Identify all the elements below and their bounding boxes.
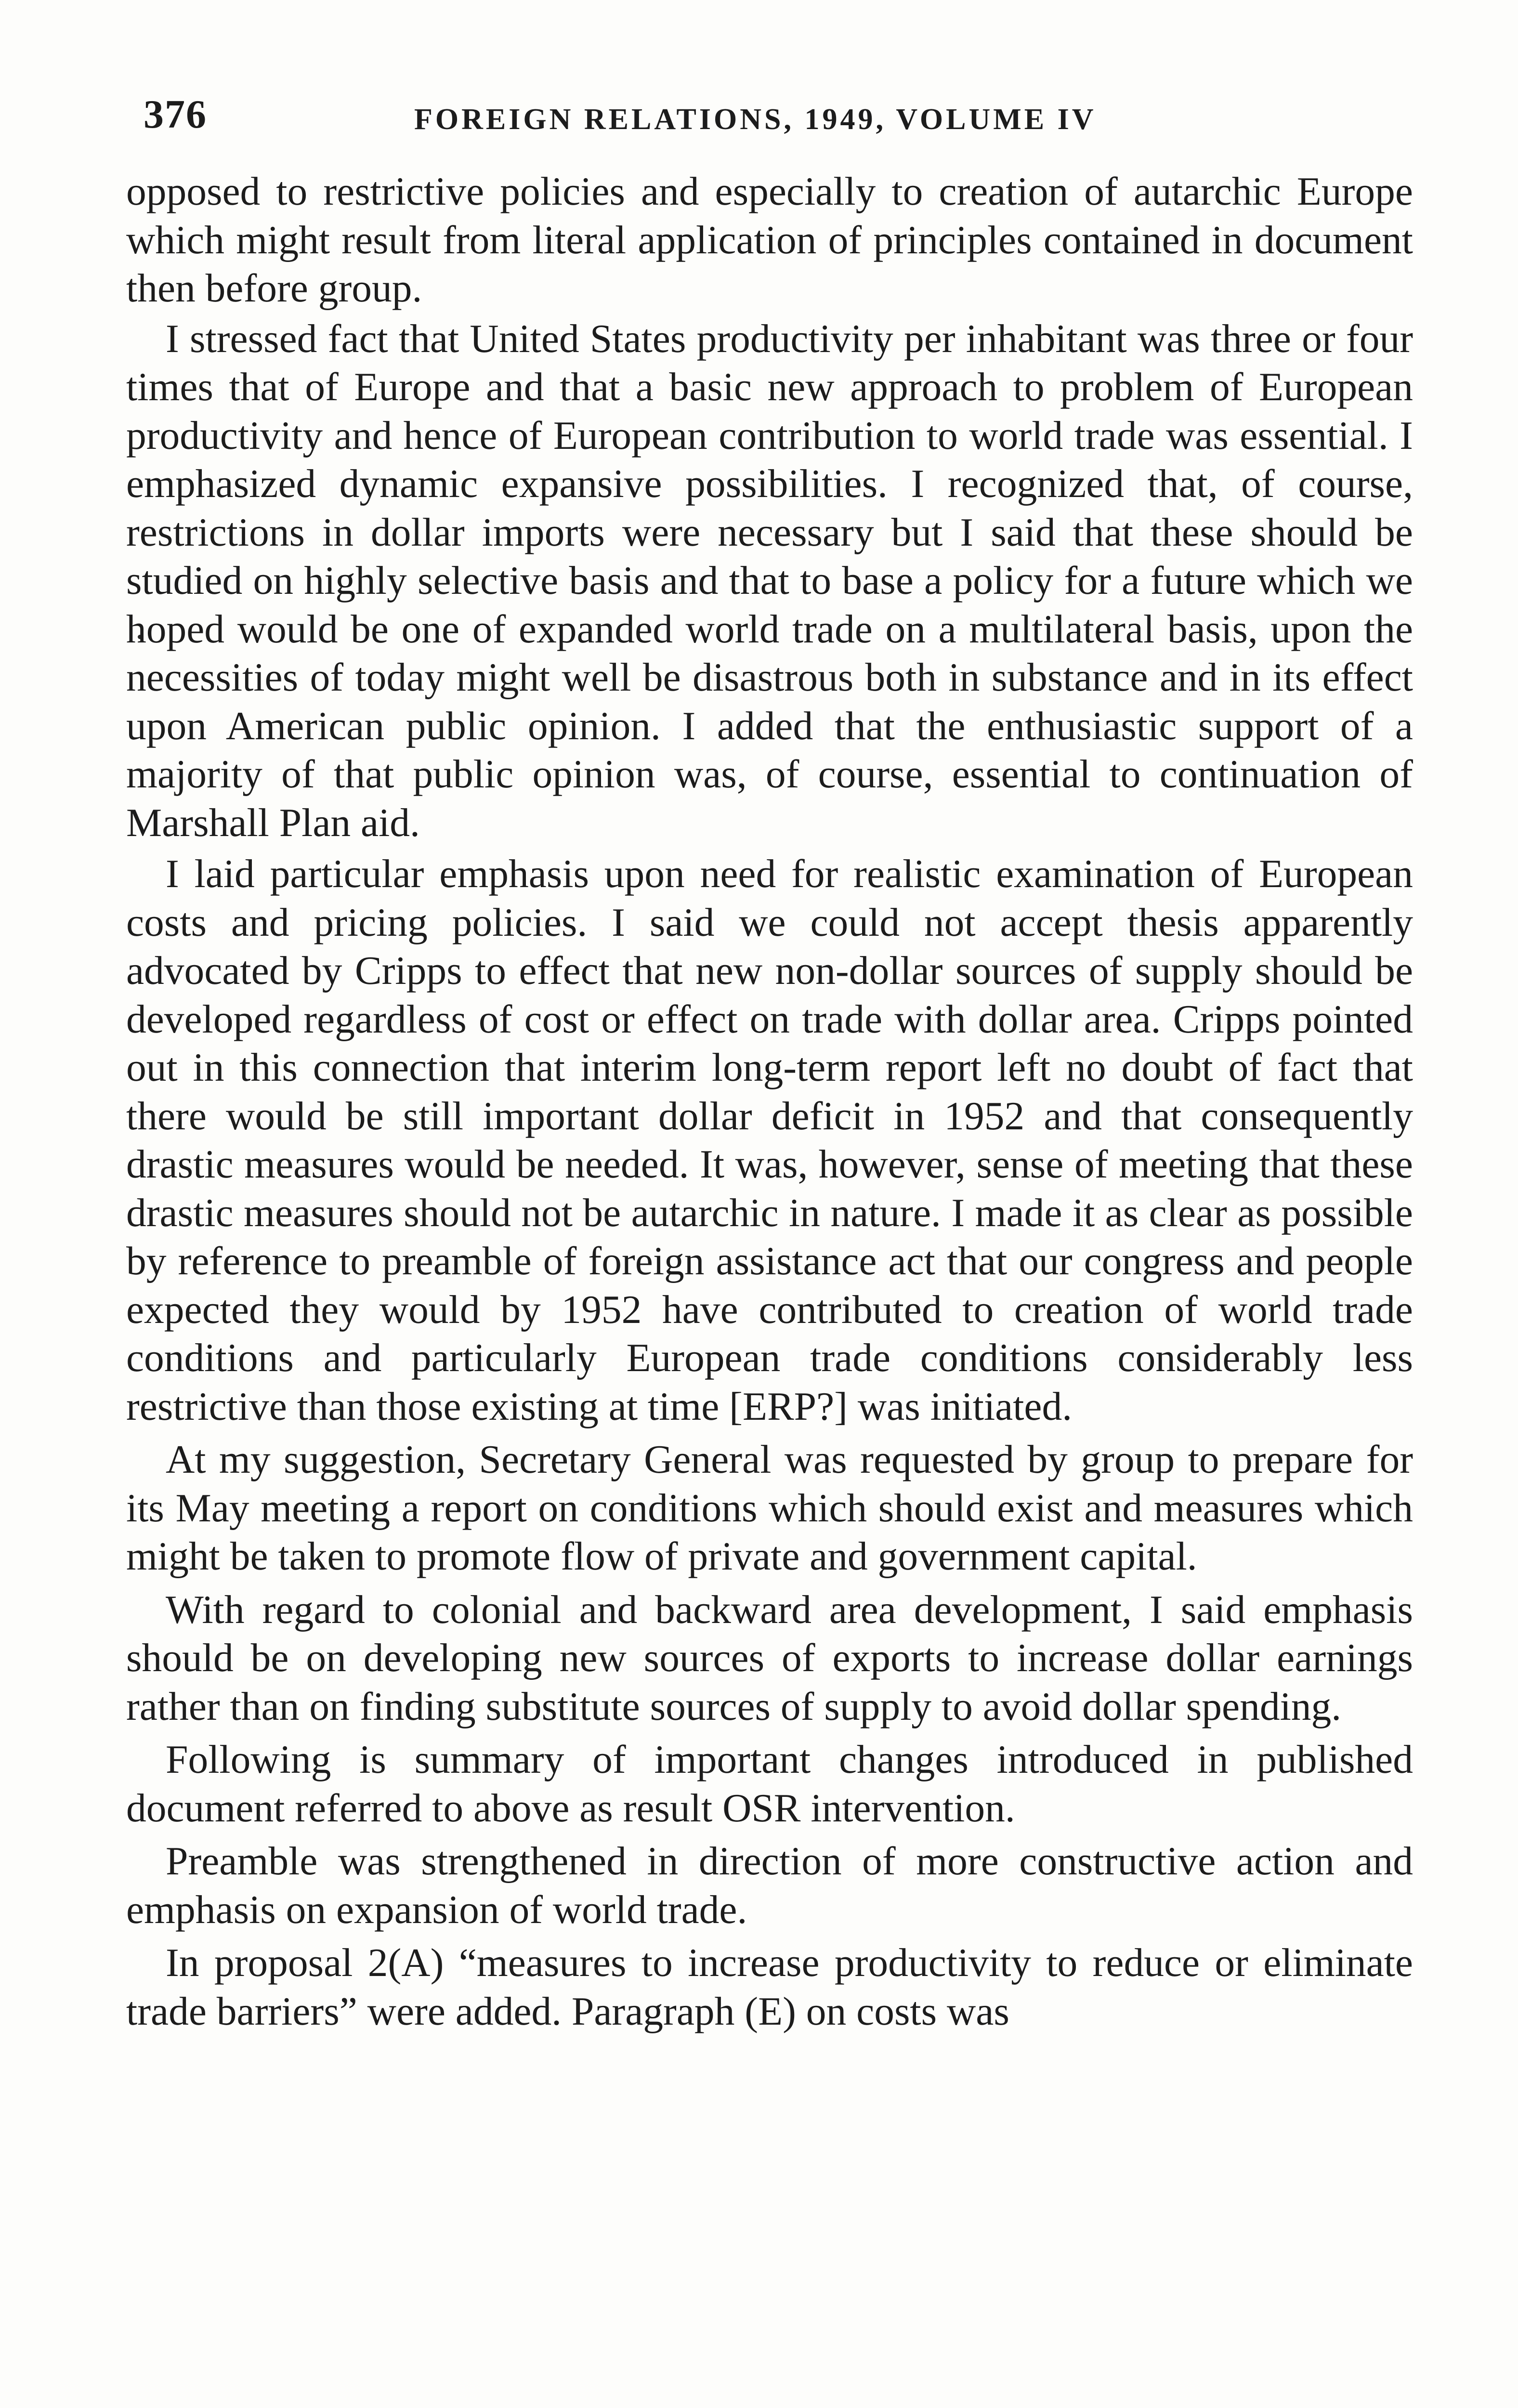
paragraph: Preamble was strengthened in direction of more constructive action and emphasis on expansion of world trade.	[126, 1839, 1413, 1932]
paragraph: I stressed fact that United States productivity per inhabitant was three or four times that of Europe and that a basic new approach to problem of European productivity and hence of European contribution to world trade was essential. I emphasized dynamic expansive possibilities. I recognized that, of course, restrictions in dollar imports were necessary but I said that these should be studied on highly selective basis and that to base a policy for a future which we hoped would be one of expanded world trade on a multilateral basis, upon the necessities of today might well be disastrous both in substance and in its effect upon American public opinion. I added that the enthusiastic support of a majority of that public opinion was, of course, essential to continuation of Marshall Plan aid.	[126, 316, 1413, 845]
paragraph-continuation: opposed to restrictive policies and especially to creation of autarchic Europe which might result from literal application of principles contained in document then before group.	[126, 170, 1413, 311]
paragraph: With regard to colonial and backward area development, I said emphasis should be on developing new sources of exports to increase dollar earnings rather than on finding substitute sources of supply to avoid dollar spending.	[126, 1587, 1413, 1729]
paragraph: At my suggestion, Secretary General was requested by group to prepare for its May meeting a report on conditions which should exist and measures which might be taken to promote flow of private and government capital.	[126, 1438, 1413, 1579]
paragraph: I laid particular emphasis upon need for realistic examination of European costs and pricing policies. I said we could not accept thesis apparently advocated by Cripps to effect that new non-dollar sources of supply should be developed regardless of cost or effect on trade with dollar area. Cripps pointed out in this connection that interim long-term report left no doubt of fact that there would be still important dollar deficit in 1952 and that consequently drastic measures would be needed. It was, however, sense of meeting that these drastic measures should not be autarchic in nature. I made it as clear as possible by reference to preamble of foreign assistance act that our congress and people expected they would by 1952 have contributed to creation of world trade conditions and particularly European trade conditions considerably less restrictive than those existing at time [ERP?] was initiated.	[126, 852, 1413, 1429]
page-header	[140, 81, 1421, 148]
body-text	[126, 168, 1413, 2039]
page-number: 376	[144, 92, 207, 137]
paragraph: Following is summary of important changes introduced in published document referred to above as result OSR intervention.	[126, 1738, 1413, 1831]
paragraph: In proposal 2(A) “measures to increase productivity to reduce or eliminate trade barriers” were added. Paragraph (E) on costs was	[126, 1941, 1413, 2034]
running-head: FOREIGN RELATIONS, 1949, VOLUME IV	[414, 103, 1097, 136]
